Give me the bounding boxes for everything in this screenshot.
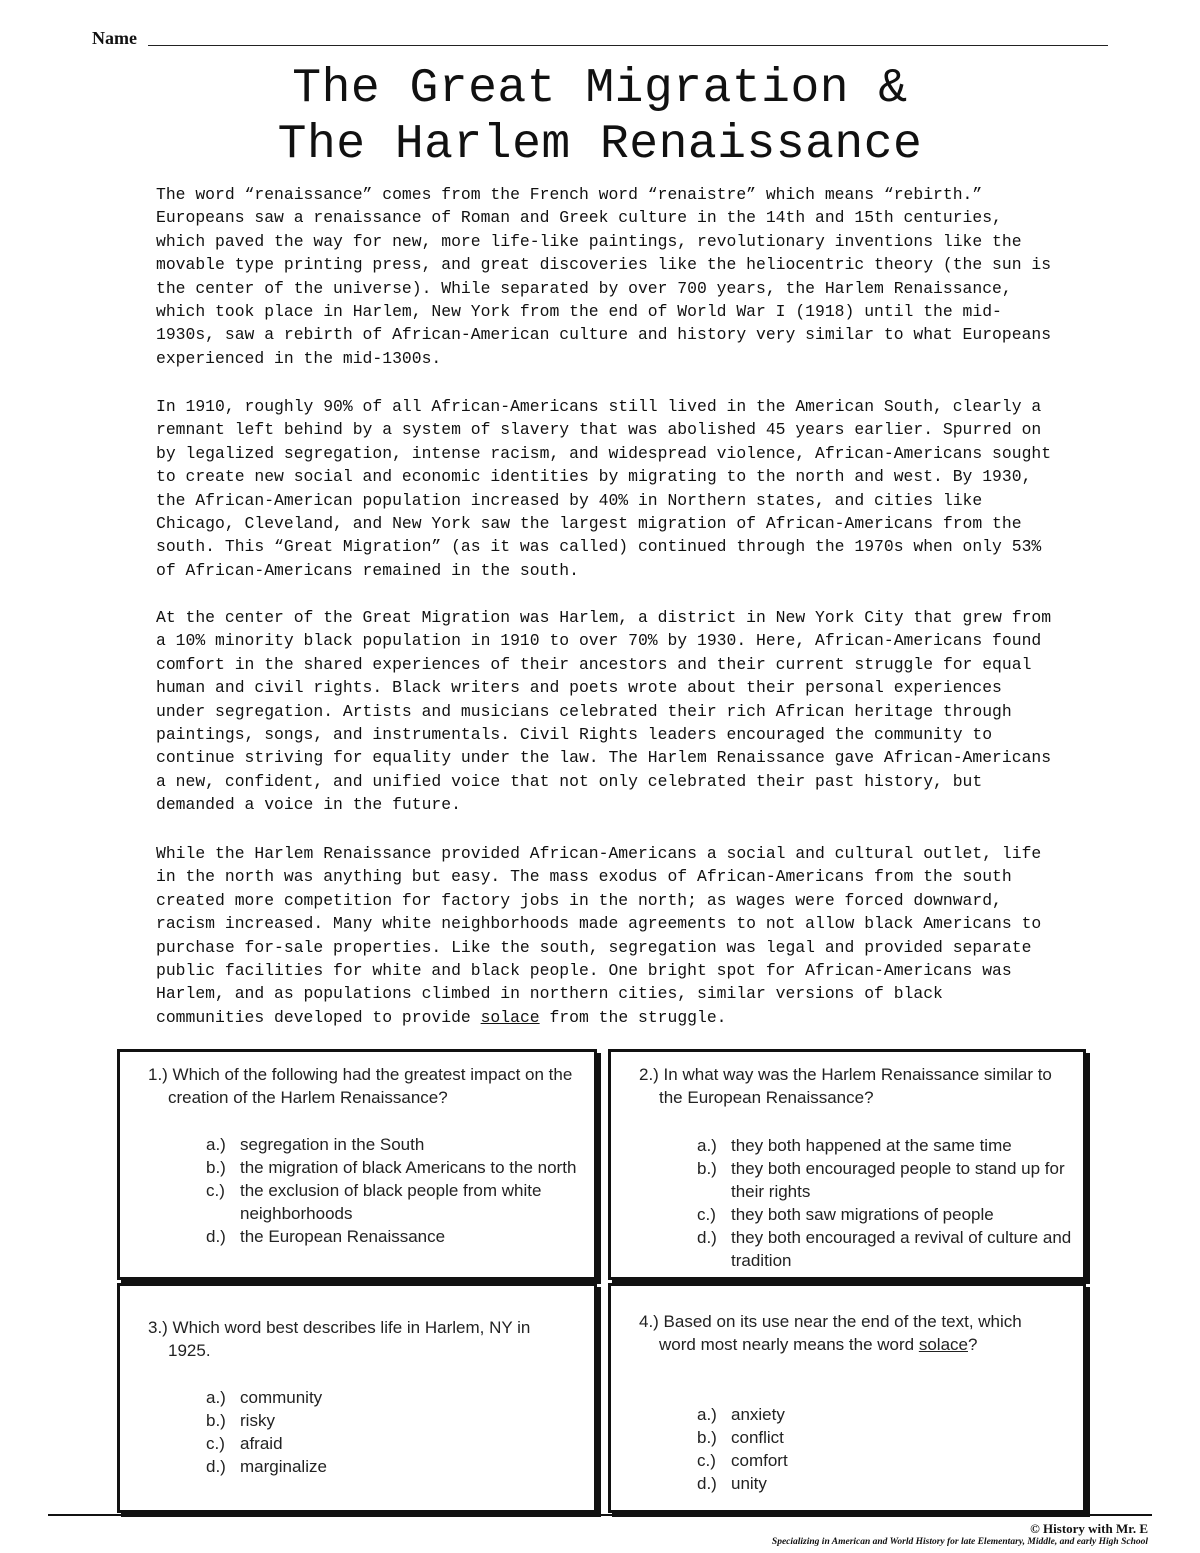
question-box-1 xyxy=(117,1049,597,1280)
question-text: 4.) Based on its use near the end of the text, which word most nearly means the word solace? xyxy=(639,1312,1022,1354)
answer-option-b[interactable]: b.) risky xyxy=(206,1411,275,1430)
answer-option-d[interactable]: d.) the European Renaissance xyxy=(206,1227,446,1246)
vocab-word-solace: solace xyxy=(480,1007,540,1027)
footer-divider xyxy=(48,1514,1152,1516)
question-box-3 xyxy=(117,1283,597,1513)
answer-option-c[interactable]: c.) afraid xyxy=(206,1434,283,1453)
question-box-4 xyxy=(608,1283,1086,1513)
passage-text: While the Harlem Renaissance provided African-Americans a social and cultural outlet, life in the north was anything but easy. The mass exodus of African-Americans from the south created more competition for factory jobs in the north; as wages were forced downward, racism increased. Many white neighborhoods made agreements to not allow black Americans to purchase for-sale properties. Like the south, segregation was legal and provided separate public facilities for white and black people. One bright spot for African-Americans was Harlem, and as populations climbed in northern cities, similar versions of black communities developed to provide xyxy=(156,844,1042,1027)
passage-paragraph-1: The word “renaissance” comes from the French word “renaistre” which means “rebirth.” Europeans saw a renaissance of Roman and Greek culture in the 14th and 15th centuries, which paved the way for new, more life-like paintings, revolutionary inventions like the movable type printing press, and great discoveries like the heliocentric theory (the sun is the center of the universe). While separated by over 700 years, the Harlem Renaissance, which took place in Harlem, New York from the end of World War I (1918) until the mid-1930s, saw a rebirth of African-American culture and history very similar to what Europeans experienced in the mid-1300s. xyxy=(156,185,1052,368)
passage-paragraph-2: In 1910, roughly 90% of all African-Americans still lived in the American South, clearly a remnant left behind by a system of slavery that was abolished 45 years earlier. Spurred on by legalized segregation, intense racism, and widespread violence, African-Americans sought to create new social and economic identities by migrating to the north and west. By 1930, the African-American population increased by 40% in Northern states, and cities like Chicago, Cleveland, and New York saw the largest migration of African-Americans from the south. This “Great Migration” (as it was called) continued through the 1970s when only 53% of African-Americans remained in the south. xyxy=(156,397,1052,580)
answer-option-a[interactable]: a.) they both happened at the same time xyxy=(697,1136,1012,1155)
answer-options xyxy=(206,1386,584,1478)
answer-options xyxy=(697,1403,1073,1495)
answer-option-c[interactable]: c.) the exclusion of black people from white neighborhoods xyxy=(206,1181,542,1223)
name-field[interactable] xyxy=(92,26,1108,50)
vocab-word-solace: solace xyxy=(918,1335,968,1354)
answer-option-d[interactable]: d.) they both encouraged a revival of culture and tradition xyxy=(697,1228,1072,1270)
answer-options xyxy=(697,1134,1073,1272)
answer-option-c[interactable]: c.) comfort xyxy=(697,1451,788,1470)
name-line[interactable] xyxy=(148,45,1108,46)
answer-option-c[interactable]: c.) they both saw migrations of people xyxy=(697,1205,994,1224)
answer-option-d[interactable]: d.) marginalize xyxy=(206,1457,327,1476)
question-text: 3.) Which word best describes life in Harlem, NY in 1925. xyxy=(148,1318,531,1360)
question-text: 1.) Which of the following had the greatest impact on the creation of the Harlem Renaissance? xyxy=(148,1065,573,1107)
answer-option-a[interactable]: a.) community xyxy=(206,1388,323,1407)
page-title-line-2: The Harlem Renaissance xyxy=(277,118,923,172)
passage-paragraph-4 xyxy=(156,842,1056,1029)
passage-paragraph-3: At the center of the Great Migration was Harlem, a district in New York City that grew from a 10% minority black population in 1910 to over 70% by 1930. Here, African-Americans found comfort in the shared experiences of their ancestors and their current struggle for equal human and civil rights. Black writers and poets wrote about their personal experiences under segregation. Artists and musicians celebrated their rich African heritage through paintings, songs, and instrumentals. Civil Rights leaders encouraged the community to continue striving for equality under the law. The Harlem Renaissance gave African-Americans a new, confident, and unified voice that not only celebrated their past history, but demanded a voice in the future. xyxy=(156,608,1052,815)
answer-option-b[interactable]: b.) they both encouraged people to stand up for their rights xyxy=(697,1159,1065,1201)
question-text: 2.) In what way was the Harlem Renaissance similar to the European Renaissance? xyxy=(639,1065,1052,1107)
answer-options xyxy=(206,1133,584,1248)
answer-option-a[interactable]: a.) anxiety xyxy=(697,1405,785,1424)
footer-credit: © History with Mr. E xyxy=(1030,1521,1148,1536)
question-box-2 xyxy=(608,1049,1086,1280)
footer-tagline: Specializing in American and World History for late Elementary, Middle, and early High School xyxy=(771,1537,1148,1547)
passage-text: from the struggle. xyxy=(539,1007,727,1027)
answer-option-d[interactable]: d.) unity xyxy=(697,1474,767,1493)
answer-option-a[interactable]: a.) segregation in the South xyxy=(206,1135,425,1154)
name-label: Name xyxy=(92,28,137,48)
answer-option-b[interactable]: b.) the migration of black Americans to the north xyxy=(206,1158,577,1177)
page-title-line-1: The Great Migration & xyxy=(292,62,908,116)
answer-option-b[interactable]: b.) conflict xyxy=(697,1428,784,1447)
